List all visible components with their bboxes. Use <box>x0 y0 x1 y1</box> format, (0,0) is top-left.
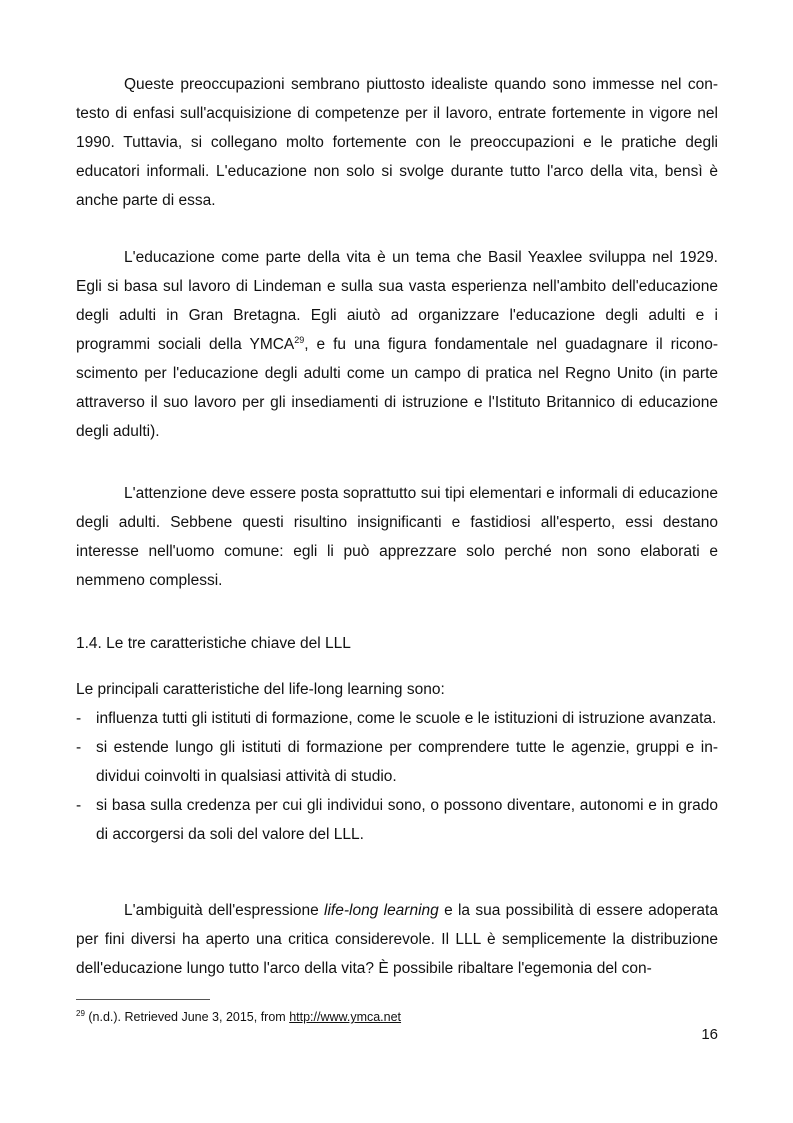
paragraph-2 <box>76 243 718 446</box>
list-item <box>76 791 718 849</box>
paragraph-2-text-b: , e fu una figura fondamentale nel guadagnare il riconoscimento per l'educazione degli adulti come un campo di pratica nel Regno Unito (in parte attraverso il suo lavoro per gli insediamenti di istruzione e l'Istituto Britannico di educazione degli adulti). <box>76 336 718 440</box>
document-page <box>76 0 718 1123</box>
characteristics-list <box>76 704 718 849</box>
list-intro: Le principali caratteristiche del life-long learning sono: <box>76 681 445 698</box>
list-item <box>76 704 718 733</box>
list-item-text: si basa sulla credenza per cui gli individui sono, o possono diventare, autonomi e in grado di accorgersi da soli del valore del LLL. <box>96 797 718 843</box>
list-item <box>76 733 718 791</box>
paragraph-4 <box>76 896 718 983</box>
footnote-link[interactable]: http://www.ymca.net <box>289 1010 402 1024</box>
footnote-number: 29 <box>76 1008 85 1018</box>
paragraph-4-text-a: L'ambiguità dell'espressione <box>124 902 325 919</box>
dash-marker: - <box>76 710 82 727</box>
paragraph-4-text-b: e la sua possibilità di essere adoperata per fini diversi ha aperto una critica considerevole. Il LLL è semplicemente la distribuzione dell'educazione lungo tutto l'arco della vita? È possibile ribaltare l'egemonia del con- <box>76 902 718 977</box>
dash-marker: - <box>76 739 82 756</box>
footnote-separator <box>76 999 210 1000</box>
paragraph-2-text-a: L'educazione come parte della vita è un tema che Basil Yeaxlee sviluppa nel 1929. Egli si basa sul lavoro di Lindeman e sulla sua vasta esperienza nell'ambito dell'educazione degli adulti in Gran Bretagna. Egli aiutò ad organizzare l'educazione degli adulti e i programmi sociali della YMCA <box>76 249 718 353</box>
section-heading: 1.4. Le tre caratteristiche chiave del LLL <box>76 635 351 652</box>
paragraph-3: L'attenzione deve essere posta soprattutto sui tipi elementari e informali di educazione degli adulti. Sebbene questi risultino insignificanti e fastidiosi all'esperto, essi destano interesse nell'uomo comune: egli li può apprezzare solo perché non sono elaborati e nemmeno complessi. <box>76 485 718 589</box>
list-item-text: si estende lungo gli istituti di formazione per comprendere tutte le agenzie, gruppi e individui coinvolti in qualsiasi attività di studio. <box>96 739 718 785</box>
list-item-text: influenza tutti gli istituti di formazione, come le scuole e le istituzioni di istruzione avanzata. <box>96 710 717 727</box>
footnote-ref-29[interactable]: 29 <box>294 334 305 345</box>
dash-marker: - <box>76 797 82 814</box>
paragraph-4-italic-term: life-long learning <box>324 902 439 919</box>
footnote <box>76 1008 401 1026</box>
paragraph-1: Queste preoccupazioni sembrano piuttosto idealiste quando sono immesse nel contesto di enfasi sull'acquisizione di competenze per il lavoro, entrate fortemente in vigore nel 1990. Tuttavia, si collegano molto fortemente con le preoccupazioni e le pratiche degli educatori informali. L'educazione non solo si svolge durante tutto l'arco della vita, bensì è anche parte di essa. <box>76 76 718 209</box>
page-number: 16 <box>701 1026 718 1043</box>
footnote-text: (n.d.). Retrieved June 3, 2015, from <box>84 1010 290 1024</box>
